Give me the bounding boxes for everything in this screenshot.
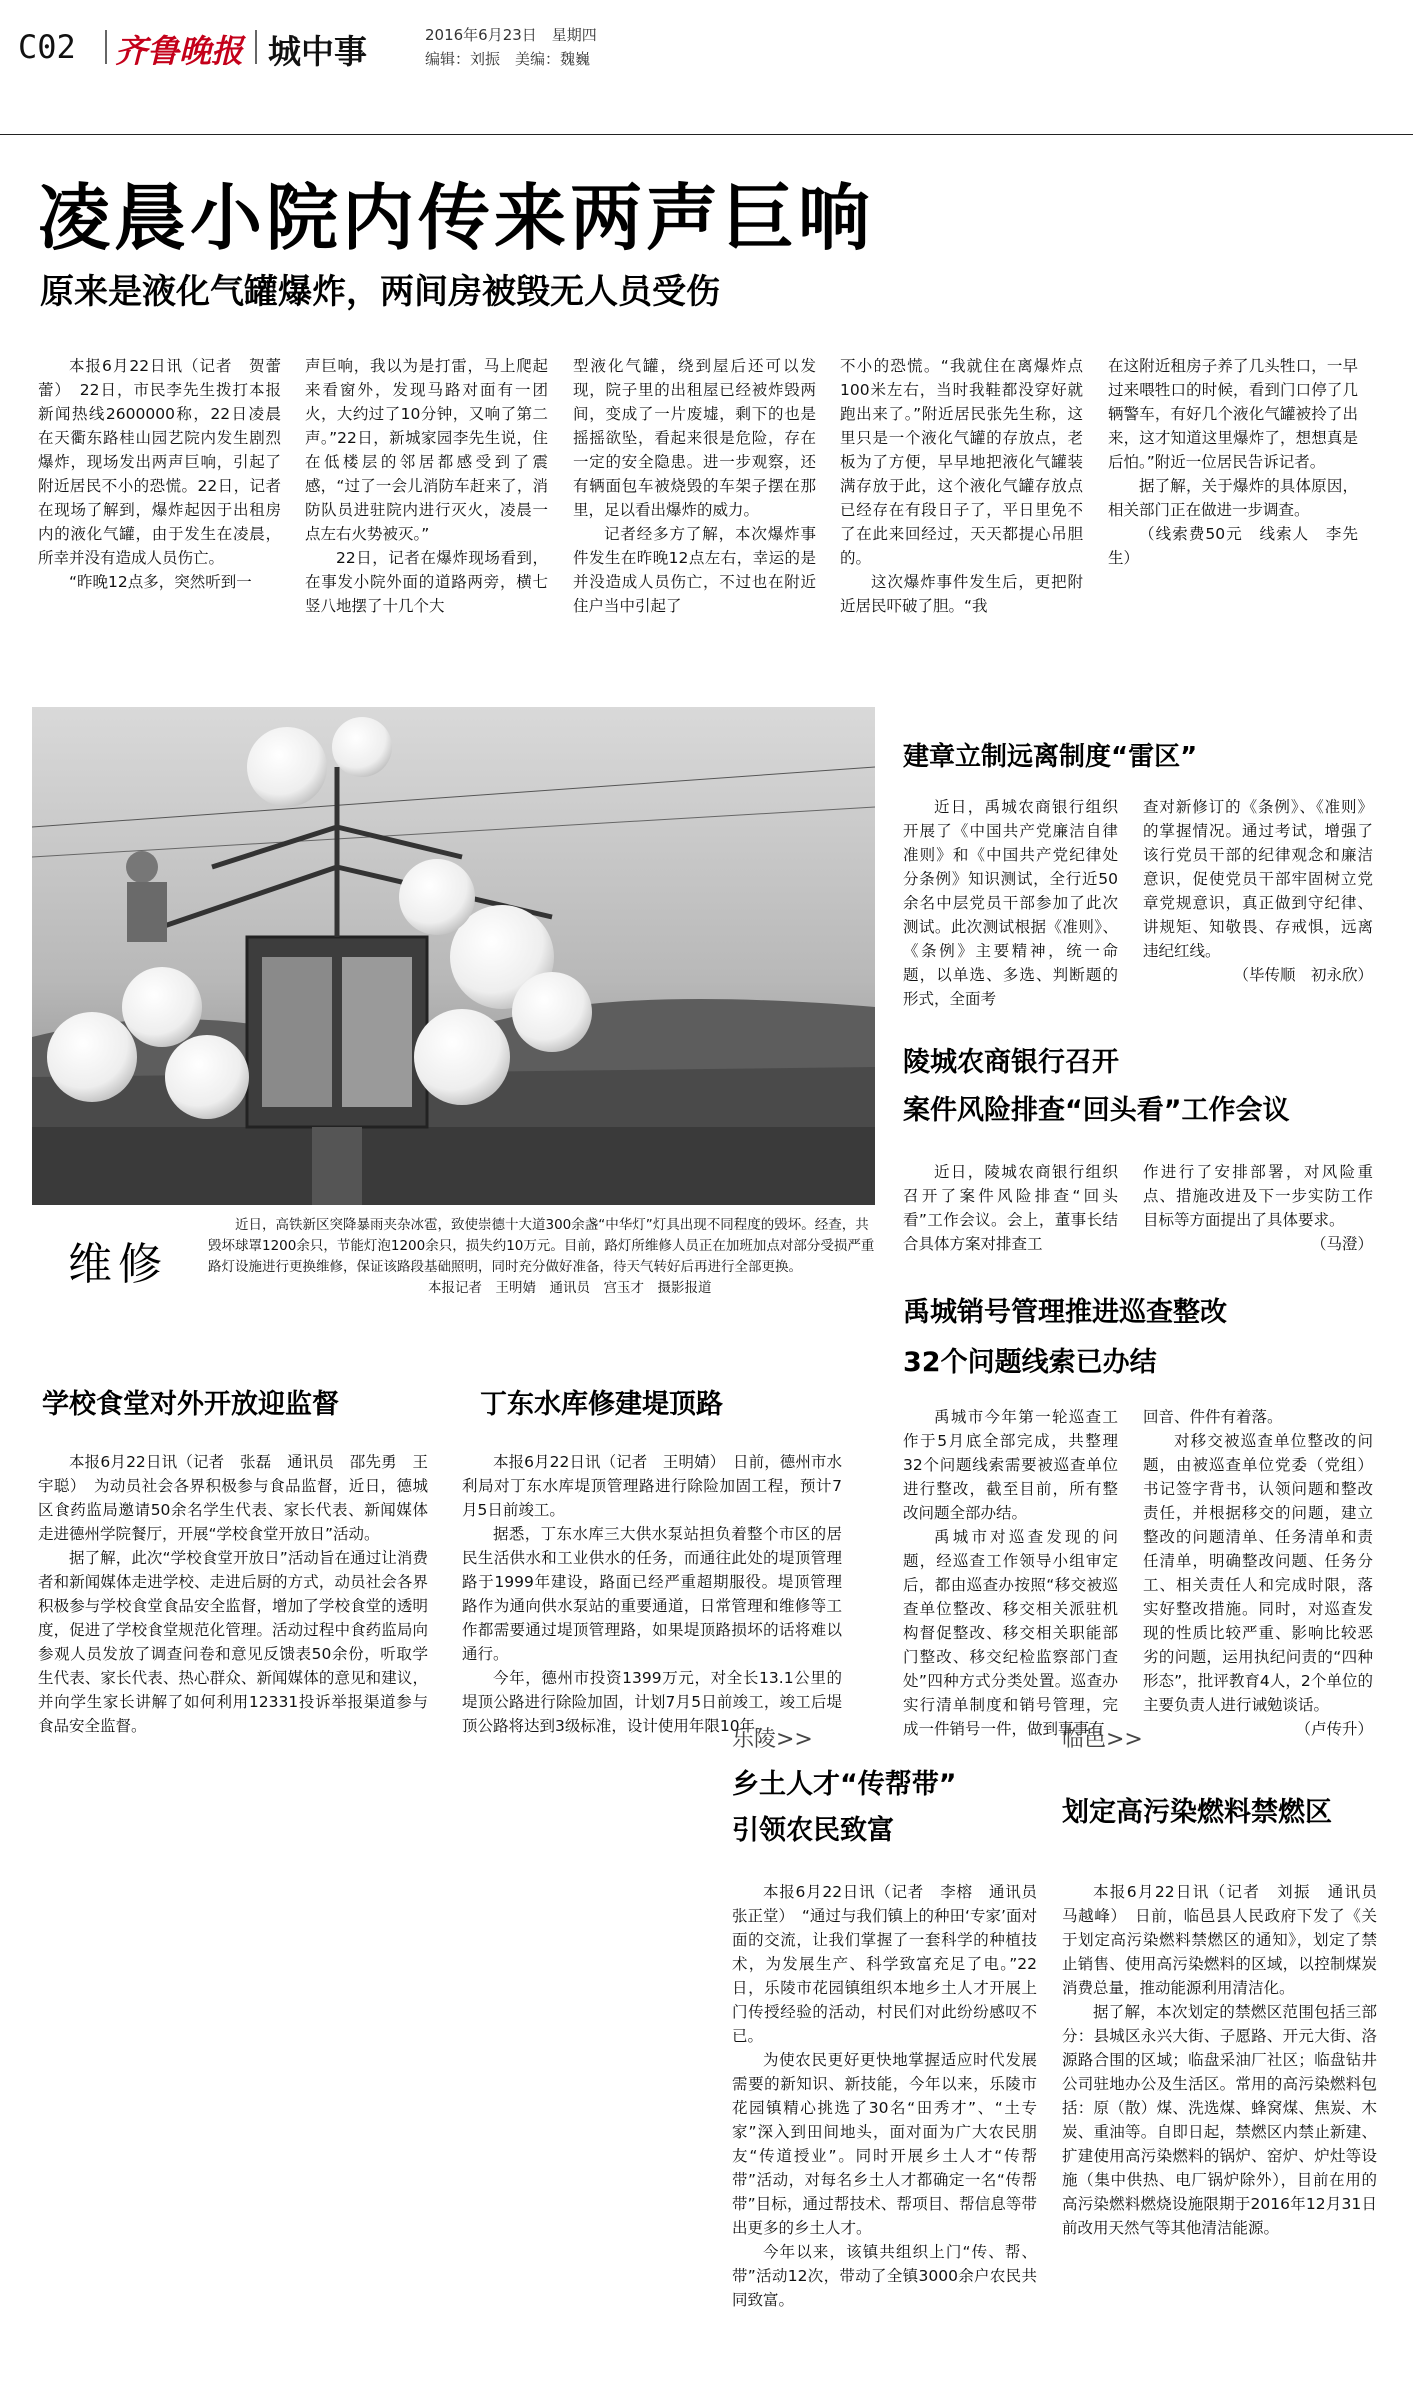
- article-title-lingcheng-2: 案件风险排查“回头看”工作会议: [903, 1095, 1290, 1126]
- photo-title: 维修: [68, 1239, 168, 1290]
- lead-paragraph: 本报6月22日讯（记者 贺蕾蕾） 22日，市民李先生拨打本报新闻热线2600000称，22日凌晨在天衢东路桂山园艺院内发生剧烈爆炸，现场发出两声巨响，引起了附近居民不小的恐慌。22日，记者在现场了解到，爆炸起因于出租房内的液化气罐，由于发生在凌晨，所幸并没有造成人员伤亡。: [38, 357, 281, 567]
- lead-column-4: [840, 354, 1083, 618]
- lead-column-3: [573, 354, 816, 618]
- article-credit: （卢传升）: [1295, 1720, 1373, 1738]
- article-title-leling-1: 乡土人才“传帮带”: [732, 1769, 957, 1800]
- article-title-lingcheng-1: 陵城农商银行召开: [903, 1047, 1119, 1078]
- article-title-xunzha-2: 32个问题线索已办结: [903, 1347, 1157, 1378]
- photo-caption-text: 近日，高铁新区突降暴雨夹杂冰雹，致使崇德十大道300余盏“中华灯”灯具出现不同程度的毁坏。经查，共毁坏球罩1200余只，节能灯泡1200余只，损失约10万元。目前，路灯所维修人员正在加班加点对部分受损严重路灯设施进行更换维修，保证该路段基础照明，同时充分做好准备，待天气转好后再进行全部更换。: [208, 1217, 875, 1275]
- lead-paragraph: 在这附近租房子养了几头牲口，一早过来喂牲口的时候，看到门口停了几辆警车，有好几个液化气罐被拎了出来，这才知道这里爆炸了，想想真是后怕。”附近一位居民告诉记者。: [1108, 357, 1358, 471]
- article-paragraph: 本报6月22日讯（记者 李榕 通讯员 张正堂） “通过与我们镇上的种田‘专家’面对面的交流，让我们掌握了一套科学的种植技术，为发展生产、科学致富充足了电。”22日，乐陵市花园镇组织本地乡土人才开展上门传授经验的活动，村民们对此纷纷感叹不已。: [732, 1883, 1053, 2045]
- lead-paragraph: 这次爆炸事件发生后，更把附近居民吓破了胆。“我: [840, 573, 1083, 615]
- article-paragraph: 回音、件件有着落。: [1143, 1408, 1283, 1426]
- article-title-school: 学校食堂对外开放迎监督: [42, 1389, 339, 1420]
- lead-paragraph: 22日，记者在爆炸现场看到，在事发小院外面的道路两旁，横七竖八地摆了十几个大: [305, 549, 548, 615]
- article-paragraph: 作进行了安排部署，对风险重点、措施改进及下一步实防工作目标等方面提出了具体要求。: [1143, 1163, 1373, 1229]
- subheadline: 原来是液化气罐爆炸，两间房被毁无人员受伤: [40, 272, 720, 312]
- news-photo: [32, 707, 875, 1205]
- article-paragraph: 本报6月22日讯（记者 张磊 通讯员 邵先勇 王宇聪） 为动员社会各界积极参与食品监督，近日，德城区食药监局邀请50余名学生代表、家长代表、新闻媒体走进德州学院餐厅，开展“学校食堂开放日”活动。: [38, 1453, 428, 1543]
- article-title-linyi: 划定高污染燃料禁燃区: [1062, 1797, 1332, 1828]
- article-paragraph: 禹城市今年第一轮巡查工作于5月底全部完成，共整理32个问题线索需要被巡查单位进行整改，截至目前，所有整改问题全部办结。: [903, 1408, 1118, 1522]
- article-title-leiqu: 建章立制远离制度“雷区”: [903, 742, 1198, 772]
- article-paragraph: 为使农民更好更快地掌握适应时代发展需要的新知识、新技能，今年以来，乐陵市花园镇精心挑选了30名“田秀才”、“土专家”深入到田间地头，面对面为广大农民朋友“传道授业”。同时开展乡土人才“传帮带”活动，对每名乡土人才都确定一名“传帮带”目标，通过帮技术、帮项目、帮信息等带出更多的乡土人才。: [732, 2051, 1037, 2237]
- article-credit: （毕传顺 初永欣）: [1233, 966, 1373, 984]
- photo-caption: [208, 1215, 876, 1299]
- article-leiqu-col1: [903, 795, 1118, 1011]
- article-paragraph: 查对新修订的《条例》、《准则》的掌握情况。通过考试，增强了该行党员干部的纪律观念和廉洁意识，促使党员干部牢固树立党章党规意识，真正做到守纪律、讲规矩、知敬畏、存戒惧，远离违纪红线。: [1143, 798, 1373, 960]
- lead-column-5: [1108, 354, 1358, 570]
- article-paragraph: 对移交被巡查单位整改的问题，由被巡查单位党委（党组）书记签字背书，认领问题和整改责任，并根据移交的问题，建立整改的问题清单、任务清单和责任清单，明确整改问题、任务分工、相关责任人和完成时限，落实好整改措施。同时，对巡查发现的性质比较严重、影响比较恶劣的问题，运用执纪问责的“四种形态”，批评教育4人，2个单位的主要负责人进行诫勉谈话。: [1143, 1432, 1373, 1714]
- section-leling: 乐陵>>: [732, 1727, 813, 1752]
- article-linyi-body: [1062, 1880, 1393, 2240]
- article-school-body: [38, 1450, 428, 1738]
- article-paragraph: 今年，德州市投资1399万元，对全长13.1公里的堤顶公路进行除险加固，计划7月5日前竣工，竣工后堤顶公路将达到3级标准，设计使用年限10年。: [462, 1669, 842, 1735]
- article-paragraph: 本报6月22日讯（记者 王明婧） 日前，德州市水利局对丁东水库堤顶管理路进行除险加固工程，预计7月5日前竣工。: [462, 1453, 842, 1519]
- article-leling-body: [732, 1880, 1053, 2312]
- masthead-divider: [105, 30, 107, 64]
- lead-paragraph: 记者经多方了解，本次爆炸事件发生在昨晚12点左右，幸运的是并没造成人员伤亡，不过也在附近住户当中引起了: [573, 525, 816, 615]
- lead-credit: （线索费50元 线索人 李先生）: [1108, 525, 1358, 567]
- editors: 编辑：刘振 美编：魏巍: [425, 50, 591, 68]
- lead-paragraph: 据了解，关于爆炸的具体原因，相关部门正在做进一步调查。: [1108, 477, 1358, 519]
- masthead: [0, 0, 1413, 80]
- article-lingcheng-col2: [1143, 1160, 1373, 1256]
- section-name: 城中事: [268, 32, 367, 71]
- masthead-divider: [255, 30, 257, 64]
- article-xunzha-col1: [903, 1405, 1118, 1741]
- street-lamp-repair-photo: [32, 707, 875, 1205]
- article-leiqu-col2: [1143, 795, 1373, 987]
- article-lingcheng-col1: [903, 1160, 1118, 1256]
- lead-paragraph: “昨晚12点多，突然听到一: [69, 573, 252, 591]
- article-paragraph: 据悉，丁东水库三大供水泵站担负着整个市区的居民生活供水和工业供水的任务，而通往此处的堤顶管理路于1999年建设，路面已经严重超期服役。堤顶管理路作为通向供水泵站的重要通道，日常管理和维修等工作都需要通过堤顶管理路，如果堤顶路损坏的话将难以通行。: [462, 1525, 842, 1663]
- lead-column-2: [305, 354, 548, 618]
- lead-column-1: [38, 354, 281, 594]
- article-paragraph: 据了解，本次划定的禁燃区范围包括三部分：县城区永兴大街、子愿路、开元大街、洛源路合围的区域；临盘采油厂社区；临盘钻井公司驻地办公及生活区。常用的高污染燃料包括：原（散）煤、洗选煤、蜂窝煤、焦炭、木炭、重油等。自即日起，禁燃区内禁止新建、扩建使用高污染燃料的锅炉、窑炉、炉灶等设施（集中供热、电厂锅炉除外），目前在用的高污染燃料燃烧设施限期于2016年12月31日前改用天然气等其他清洁能源。: [1062, 2003, 1377, 2237]
- article-title-xunzha-1: 禹城销号管理推进巡查整改: [903, 1297, 1227, 1328]
- article-paragraph: 禹城市对巡查发现的问题，经巡查工作领导小组审定后，都由巡查办按照“移交被巡查单位整改、移交相关派驻机构督促整改、移交相关职能部门整改、移交纪检监察部门查处”四种方式分类处置。巡查办实行清单制度和销号管理，完成一件销号一件，做到事事有: [903, 1528, 1118, 1738]
- lead-paragraph: 不小的恐慌。“我就住在离爆炸点100米左右，当时我鞋都没穿好就跑出来了。”附近居民张先生称，这里只是一个液化气罐的存放点，老板为了方便，早早地把液化气罐装满存放于此，这个液化气罐存放点已经存在有段日子了，平日里免不了在此来回经过，天天都提心吊胆的。: [840, 357, 1083, 567]
- photo-credit: 本报记者 王明婧 通讯员 宫玉才 摄影报道: [428, 1280, 712, 1296]
- article-dingdong-body: [462, 1450, 842, 1738]
- lead-paragraph: 型液化气罐，绕到屋后还可以发现，院子里的出租屋已经被炸毁两间，变成了一片废墟，剩下的也是摇摇欲坠，看起来很是危险，存在一定的安全隐患。进一步观察，还有辆面包车被烧毁的车架子摆在那里，足以看出爆炸的威力。: [573, 357, 816, 519]
- headline: 凌晨小院内传来两声巨响: [38, 176, 875, 260]
- article-title-dingdong: 丁东水库修建堤顶路: [480, 1389, 723, 1420]
- page-number: C02: [18, 28, 76, 66]
- article-title-leling-2: 引领农民致富: [732, 1815, 894, 1846]
- article-paragraph: 近日，陵城农商银行组织召开了案件风险排查“回头看”工作会议。会上，董事长结合具体方案对排查工: [903, 1163, 1118, 1253]
- article-credit: （马澄）: [1310, 1235, 1373, 1253]
- article-paragraph: 近日，禹城农商银行组织开展了《中国共产党廉洁自律准则》和《中国共产党纪律处分条例》知识测试，全行近50余名中层党员干部参加了此次测试。此次测试根据《准则》、《条例》主要精神，统一命题，以单选、多选、判断题的形式，全面考: [903, 798, 1118, 1008]
- article-xunzha-col2: [1143, 1405, 1373, 1741]
- masthead-rule: [0, 134, 1413, 135]
- lead-paragraph: 声巨响，我以为是打雷，马上爬起来看窗外，发现马路对面有一团火，大约过了10分钟，又响了第二声。”22日，新城家园李先生说，住在低楼层的邻居都感受到了震感，“过了一会儿消防车赶来了，消防队员进驻院内进行灭火，凌晨一点左右火势被灭。”: [305, 357, 548, 543]
- article-paragraph: 今年以来，该镇共组织上门“传、帮、带”活动12次，带动了全镇3000余户农民共同致富。: [732, 2243, 1037, 2309]
- section-linyi: 临邑>>: [1062, 1727, 1143, 1752]
- issue-date: 2016年6月23日 星期四: [425, 26, 597, 44]
- article-paragraph: 据了解，此次“学校食堂开放日”活动旨在通过让消费者和新闻媒体走进学校、走进后厨的方式，动员社会各界积极参与学校食堂食品安全监督，增加了学校食堂的透明度，促进了学校食堂规范化管理。活动过程中食药监局向参观人员发放了调查问卷和意见反馈表50余份，听取学生代表、家长代表、热心群众、新闻媒体的意见和建议，并向学生家长讲解了如何利用12331投诉举报渠道参与食品安全监督。: [38, 1549, 428, 1735]
- article-paragraph: 本报6月22日讯（记者 刘振 通讯员 马越峰） 日前，临邑县人民政府下发了《关于划定高污染燃料禁燃区的通知》，划定了禁止销售、使用高污染燃料的区域，以控制煤炭消费总量，推动能源利用清洁化。: [1062, 1883, 1393, 1997]
- paper-logo: 齐鲁晚报: [115, 32, 244, 70]
